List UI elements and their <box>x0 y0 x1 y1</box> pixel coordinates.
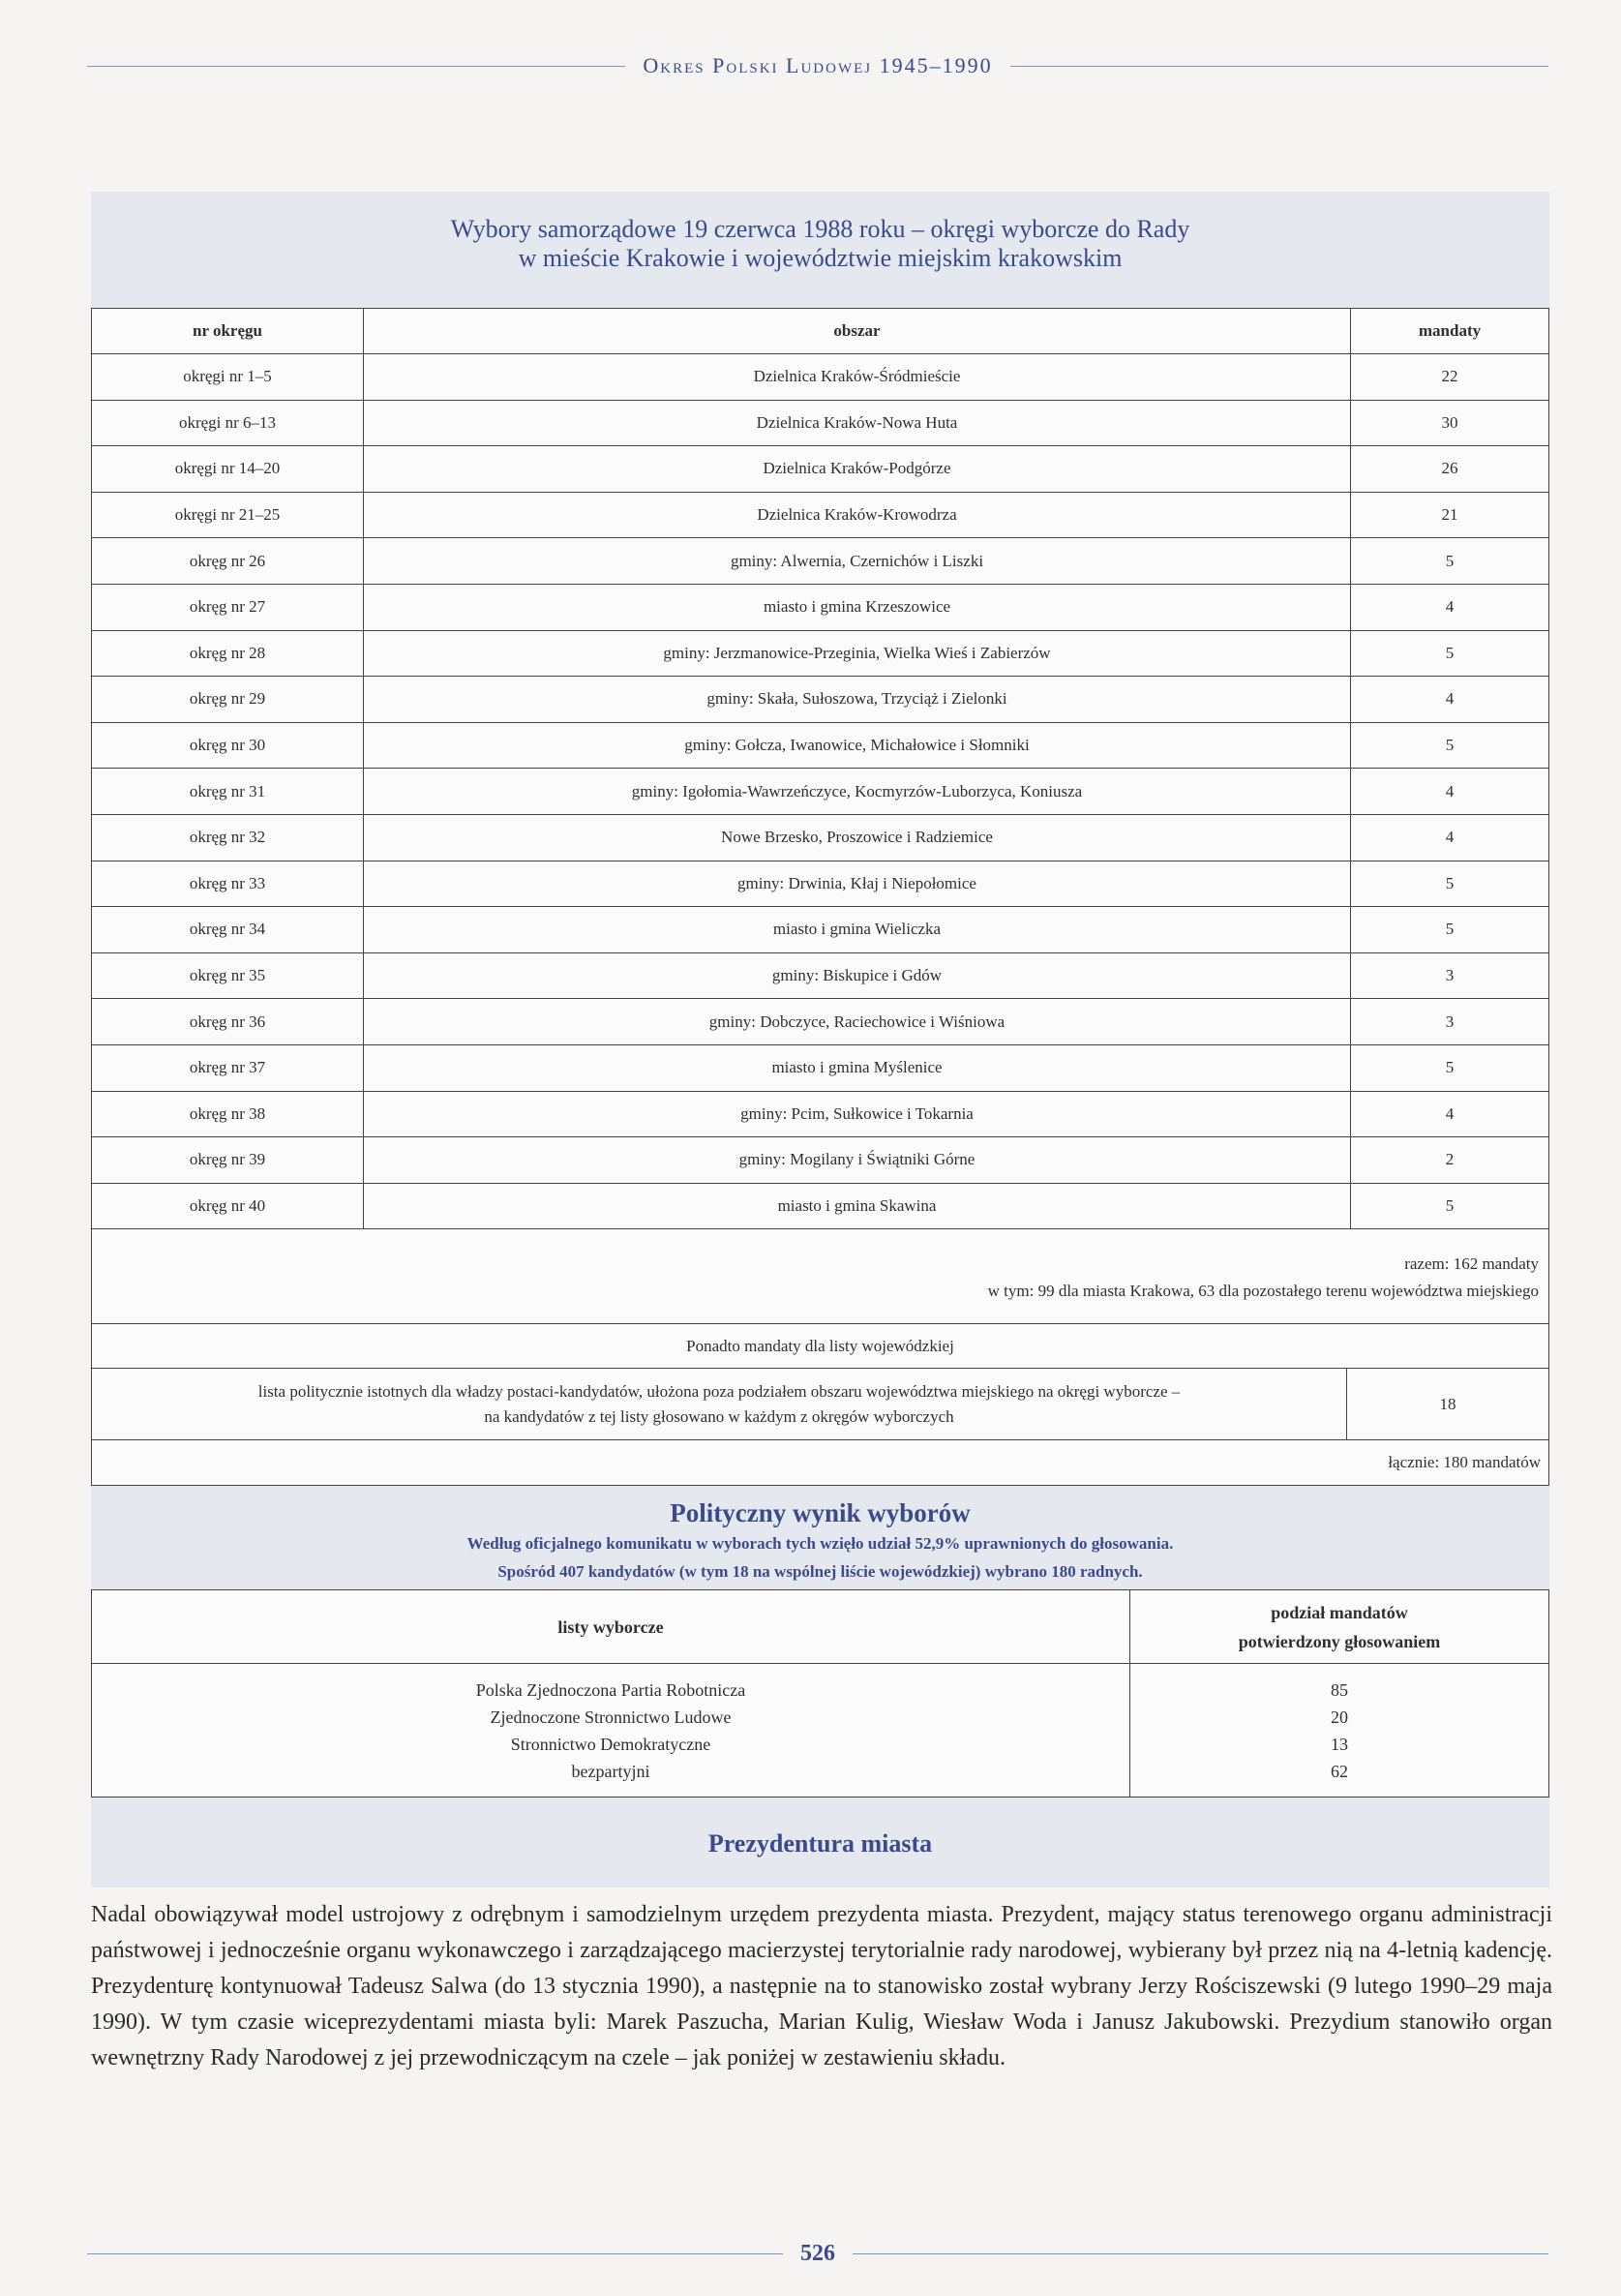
list-description-line1: lista politycznie istotnych dla władzy postaci-kandydatów, ułożona poza podziałem obszaru województwa miejskiego na okręgi wyborcze – <box>257 1381 1181 1401</box>
district-number: okręgi nr 21–25 <box>92 492 364 538</box>
district-area: Dzielnica Kraków-Nowa Huta <box>364 400 1351 446</box>
summary-breakdown: w tym: 99 dla miasta Krakowa, 63 dla pozostałego terenu województwa miejskiego <box>987 1282 1539 1301</box>
header-area: obszar <box>364 309 1351 354</box>
district-seats: 4 <box>1351 677 1549 723</box>
district-number: okręgi nr 14–20 <box>92 446 364 493</box>
district-area: miasto i gmina Skawina <box>364 1183 1351 1229</box>
list-seats: 13 <box>1331 1734 1348 1754</box>
header-seat-distribution-line1: podział mandatów <box>1271 1602 1408 1622</box>
district-number: okręg nr 37 <box>92 1044 364 1091</box>
district-row <box>92 677 1549 723</box>
district-number: okręgi nr 6–13 <box>92 400 364 446</box>
district-number: okręg nr 27 <box>92 584 364 630</box>
district-area: gminy: Alwernia, Czernichów i Liszki <box>364 538 1351 585</box>
district-row <box>92 952 1549 999</box>
district-number: okręg nr 40 <box>92 1183 364 1229</box>
district-row <box>92 861 1549 907</box>
district-seats: 5 <box>1351 722 1549 769</box>
district-seats: 5 <box>1351 538 1549 585</box>
divider <box>853 2253 1548 2254</box>
districts-summary <box>92 1229 1549 1327</box>
district-row <box>92 907 1549 953</box>
district-seats: 4 <box>1351 814 1549 861</box>
district-seats: 30 <box>1351 400 1549 446</box>
district-seats: 4 <box>1351 769 1549 815</box>
voivodeship-list-seats: 18 <box>1347 1369 1549 1440</box>
district-row <box>92 722 1549 769</box>
running-head-text: Okres Polski Ludowej 1945–1990 <box>643 53 993 77</box>
district-area: Nowe Brzesko, Proszowice i Radziemice <box>364 814 1351 861</box>
page-footer <box>87 2234 1548 2273</box>
seat-distribution-table <box>91 1589 1549 1798</box>
list-name: Polska Zjednoczona Partia Robotnicza <box>475 1679 746 1700</box>
district-row <box>92 584 1549 630</box>
district-area: gminy: Dobczyce, Raciechowice i Wiśniowa <box>364 999 1351 1045</box>
district-area: Dzielnica Kraków-Krowodrza <box>364 492 1351 538</box>
district-row <box>92 999 1549 1045</box>
district-number: okręg nr 36 <box>92 999 364 1045</box>
districts-table <box>91 308 1549 1327</box>
district-area: miasto i gmina Wieliczka <box>364 907 1351 953</box>
districts-summary-row <box>92 1229 1549 1327</box>
district-row <box>92 630 1549 677</box>
district-number: okręgi nr 1–5 <box>92 354 364 401</box>
political-result-line2: Spośród 407 kandydatów (w tym 18 na wspólnej liście wojewódzkiej) wybrano 180 radnych. <box>497 1562 1143 1581</box>
district-seats: 3 <box>1351 999 1549 1045</box>
voivodeship-total-row <box>92 1440 1549 1486</box>
presidency-title: Prezydentura miasta <box>707 1829 933 1858</box>
district-seats: 5 <box>1351 907 1549 953</box>
main-title-line2: w mieście Krakowie i województwie miejskim krakowskim <box>518 244 1123 272</box>
district-number: okręg nr 35 <box>92 952 364 999</box>
divider <box>1010 66 1548 67</box>
list-names-cell <box>92 1664 1130 1798</box>
list-description-line2: na kandydatów z tej listy głosowano w każdym z okręgów wyborczych <box>484 1406 954 1426</box>
district-area: miasto i gmina Krzeszowice <box>364 584 1351 630</box>
voivodeship-list-table <box>91 1323 1549 1486</box>
district-row <box>92 1091 1549 1137</box>
district-row <box>92 400 1549 446</box>
district-row <box>92 354 1549 401</box>
voivodeship-list-description <box>92 1369 1347 1440</box>
district-seats: 5 <box>1351 630 1549 677</box>
district-area: Dzielnica Kraków-Podgórze <box>364 446 1351 493</box>
district-area: gminy: Jerzmanowice-Przeginia, Wielka Wieś i Zabierzów <box>364 630 1351 677</box>
district-row <box>92 538 1549 585</box>
district-number: okręg nr 33 <box>92 861 364 907</box>
district-number: okręg nr 34 <box>92 907 364 953</box>
body-paragraph: Nadal obowiązywał model ustrojowy z odrębnym i samodzielnym urzędem prezydenta miasta. Prezydent, mający status terenowego organu administracji państwowej i jednocześnie organu wykonawczego i zarządzającego macierzystej terytorialnie rady narodowej, wybierany był przez nią na 4-letnią kadencję. Prezydenturę kontynuował Tadeusz Salwa (do 13 stycznia 1990), a następnie na to stanowisko został wybrany Jerzy Rościszewski (9 lutego 1990–29 maja 1990). W tym czasie wiceprezydentami miasta byli: Marek Paszucha, Marian Kulig, Wiesław Woda i Janusz Jakubowski. Prezydium stanowiło organ wewnętrzny Rady Narodowej z jej przewodniczącym na czele – jak poniżej w zestawieniu składu. <box>91 1902 1552 2070</box>
summary-total: razem: 162 mandaty <box>1404 1254 1539 1274</box>
header-district-number: nr okręgu <box>92 309 364 354</box>
political-result-line1: Według oficjalnego komunikatu w wyborach tych wzięło udział 52,9% uprawnionych do głosowania. <box>466 1534 1174 1553</box>
list-name: Stronnictwo Demokratyczne <box>510 1734 711 1754</box>
district-seats: 2 <box>1351 1137 1549 1184</box>
main-title <box>91 215 1549 273</box>
district-seats: 3 <box>1351 952 1549 999</box>
political-result-title: Polityczny wynik wyborów <box>670 1498 971 1527</box>
district-number: okręg nr 31 <box>92 769 364 815</box>
district-area: gminy: Pcim, Sułkowice i Tokarnia <box>364 1091 1351 1137</box>
list-name: Zjednoczone Stronnictwo Ludowe <box>490 1707 732 1727</box>
running-head <box>87 46 1548 85</box>
district-seats: 5 <box>1351 1044 1549 1091</box>
seat-distribution-body-row <box>92 1664 1549 1798</box>
list-seats-cell <box>1130 1664 1549 1798</box>
district-seats: 4 <box>1351 1091 1549 1137</box>
district-seats: 21 <box>1351 492 1549 538</box>
district-number: okręg nr 39 <box>92 1137 364 1184</box>
district-seats: 5 <box>1351 861 1549 907</box>
district-number: okręg nr 29 <box>92 677 364 723</box>
district-row <box>92 1183 1549 1229</box>
district-row <box>92 769 1549 815</box>
district-number: okręg nr 30 <box>92 722 364 769</box>
voivodeship-header-row <box>92 1324 1549 1369</box>
grand-total: łącznie: 180 mandatów <box>92 1440 1549 1486</box>
header-seats: mandaty <box>1351 309 1549 354</box>
main-title-line1: Wybory samorządowe 19 czerwca 1988 roku – okręgi wyborcze do Rady <box>450 215 1190 243</box>
district-number: okręg nr 26 <box>92 538 364 585</box>
district-seats: 5 <box>1351 1183 1549 1229</box>
districts-header-row <box>92 309 1549 354</box>
district-number: okręg nr 32 <box>92 814 364 861</box>
district-row <box>92 1137 1549 1184</box>
district-area: gminy: Biskupice i Gdów <box>364 952 1351 999</box>
district-seats: 22 <box>1351 354 1549 401</box>
district-number: okręg nr 38 <box>92 1091 364 1137</box>
district-seats: 26 <box>1351 446 1549 493</box>
district-row <box>92 492 1549 538</box>
district-area: gminy: Drwinia, Kłaj i Niepołomice <box>364 861 1351 907</box>
divider <box>87 2253 783 2254</box>
header-seat-distribution <box>1130 1590 1549 1664</box>
list-seats: 20 <box>1331 1707 1348 1727</box>
district-number: okręg nr 28 <box>92 630 364 677</box>
district-area: gminy: Mogilany i Świątniki Górne <box>364 1137 1351 1184</box>
list-seats: 85 <box>1331 1679 1348 1700</box>
district-seats: 4 <box>1351 584 1549 630</box>
districts-body <box>92 354 1549 1229</box>
divider <box>87 66 625 67</box>
list-name: bezpartyjni <box>571 1761 650 1781</box>
page-number: 526 <box>800 2240 835 2266</box>
district-area: gminy: Igołomia-Wawrzeńczyce, Kocmyrzów-Luborzyca, Koniusza <box>364 769 1351 815</box>
voivodeship-header: Ponadto mandaty dla listy wojewódzkiej <box>92 1324 1549 1369</box>
district-area: miasto i gmina Myślenice <box>364 1044 1351 1091</box>
district-row <box>92 814 1549 861</box>
voivodeship-list-row <box>92 1369 1549 1440</box>
district-row <box>92 446 1549 493</box>
district-area: gminy: Gołcza, Iwanowice, Michałowice i Słomniki <box>364 722 1351 769</box>
district-area: Dzielnica Kraków-Śródmieście <box>364 354 1351 401</box>
header-seat-distribution-line2: potwierdzony głosowaniem <box>1238 1631 1441 1651</box>
seat-distribution-header-row <box>92 1590 1549 1664</box>
list-seats: 62 <box>1331 1761 1348 1781</box>
district-row <box>92 1044 1549 1091</box>
header-electoral-lists: listy wyborcze <box>92 1590 1130 1664</box>
district-area: gminy: Skała, Sułoszowa, Trzyciąż i Zielonki <box>364 677 1351 723</box>
